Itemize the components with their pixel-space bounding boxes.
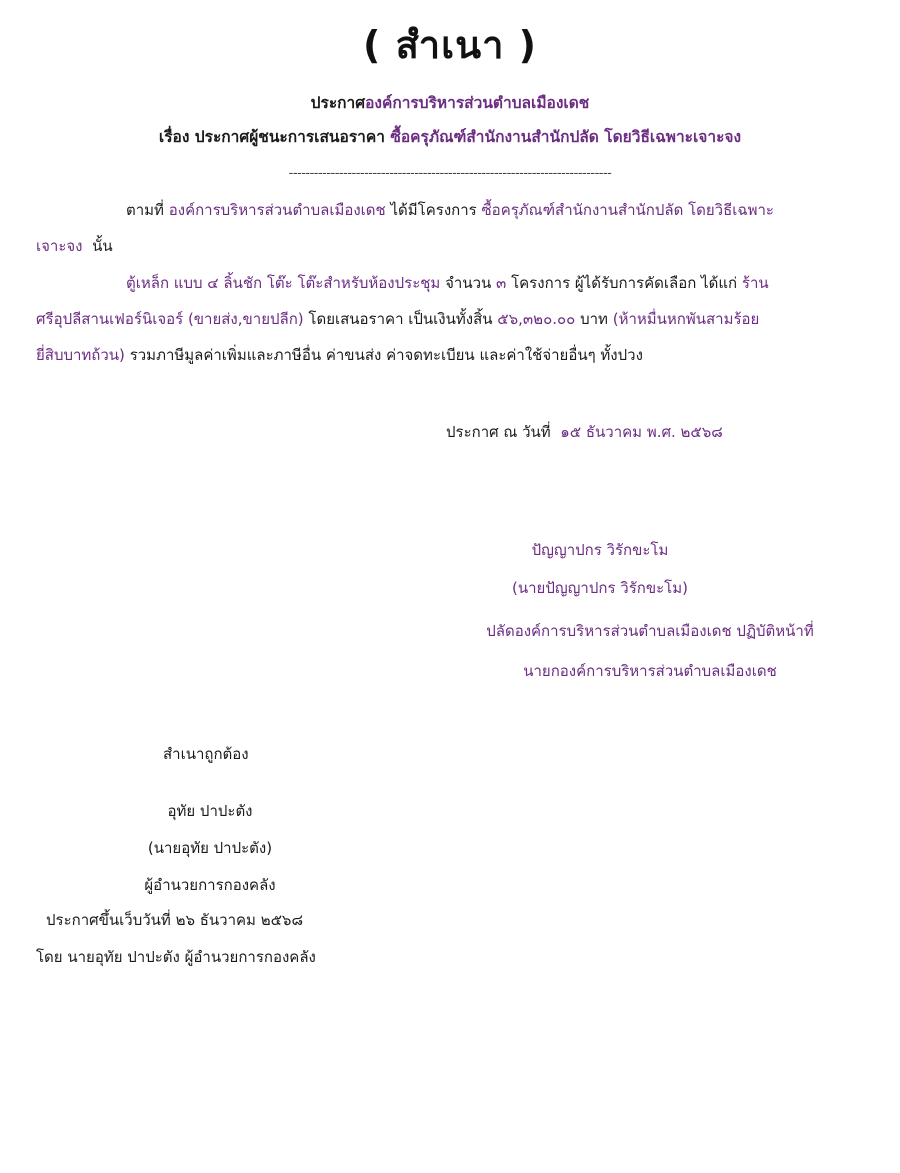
signatory-position-acting: นายกองค์การบริหารส่วนตำบลเมืองเดช <box>523 662 777 680</box>
paragraph2-offer-text: โดยเสนอราคา เป็นเงินทั้งสิ้น <box>308 310 493 328</box>
signatory-name: (นายปัญญาปกร วิรักขะโม) <box>512 579 688 597</box>
paragraph2-line3 <box>36 337 643 373</box>
paragraph1-intro: ตามที่ <box>126 201 164 219</box>
certifier-name: (นายอุทัย ปาปะตัง) <box>147 839 273 857</box>
subject-heading <box>0 124 900 149</box>
issuer-name: องค์การบริหารส่วนตำบลเมืองเดช <box>365 94 590 112</box>
signatory-position: ปลัดองค์การบริหารส่วนตำบลเมืองเดช ปฏิบัติหน้าที่ <box>486 622 814 640</box>
paragraph2-closing: รวมภาษีมูลค่าเพิ่มและภาษีอื่น ค่าขนส่ง ค่าจดทะเบียน และค่าใช้จ่ายอื่นๆ ทั้งปวง <box>129 346 643 364</box>
issuer-heading <box>0 90 900 115</box>
paragraph1-project-cont: เจาะจง <box>36 237 83 255</box>
paragraph1-line2 <box>36 228 113 264</box>
paragraph1-text: ได้มีโครงการ <box>390 201 477 219</box>
paragraph2-currency: บาท <box>580 310 608 328</box>
announce-date: ๑๕ ธันวาคม พ.ศ. ๒๕๖๘ <box>560 423 723 441</box>
web-posted-date: ประกาศขึ้นเว็บวันที่ ๒๖ ธันวาคม ๒๕๖๘ <box>46 911 304 929</box>
paragraph2-count: ๓ <box>496 274 507 292</box>
posted-by: โดย นายอุทัย ปาปะตัง ผู้อำนวยการกองคลัง <box>36 948 316 966</box>
signatory-signature: ปัญญาปกร วิรักขะโม <box>531 541 669 559</box>
paragraph2-amount-words-cont: ยี่สิบบาทถ้วน) <box>36 346 125 364</box>
certifier-position: ผู้อำนวยการกองคลัง <box>144 876 276 894</box>
paragraph2-count-label: จำนวน <box>445 274 492 292</box>
paragraph1-project: ซื้อครุภัณฑ์สำนักงานสำนักปลัด โดยวิธีเฉพาะ <box>481 201 774 219</box>
subject-prefix: เรื่อง ประกาศผู้ชนะการเสนอราคา <box>158 128 385 146</box>
certified-copy-label: สำเนาถูกต้อง <box>163 745 249 763</box>
header-divider: ----------------------------------------------------------------------------- <box>288 166 612 181</box>
paragraph2-amount: ๕๖,๓๒๐.๐๐ <box>497 310 576 328</box>
paragraph2-item: ตู้เหล็ก แบบ ๔ ลิ้นชัก โต๊ะ โต๊ะสำหรับห้องประชุม <box>126 274 441 292</box>
paragraph2-amount-words: (ห้าหมื่นหกพันสามร้อย <box>612 310 760 328</box>
paragraph1-line1 <box>126 192 774 228</box>
paragraph2-line2 <box>36 301 759 337</box>
subject-text: ซื้อครุภัณฑ์สำนักงานสำนักปลัด โดยวิธีเฉพาะเจาะจง <box>390 128 742 146</box>
issuer-prefix: ประกาศ <box>310 94 366 112</box>
announce-date-label: ประกาศ ณ วันที่ <box>446 423 551 441</box>
certifier-signature: อุทัย ปาปะตัง <box>167 802 253 820</box>
paragraph2-line1 <box>126 265 769 301</box>
paragraph1-tail: นั้น <box>92 237 113 255</box>
announce-date-line <box>446 414 723 450</box>
paragraph2-vendor: ศรีอุปลีสานเฟอร์นิเจอร์ (ขายส่ง,ขายปลีก) <box>36 310 304 328</box>
paragraph1-org: องค์การบริหารส่วนตำบลเมืองเดช <box>168 201 386 219</box>
paragraph2-count-unit: โครงการ ผู้ได้รับการคัดเลือก ได้แก่ <box>511 274 738 292</box>
copy-label: ( สำเนา ) <box>362 23 538 67</box>
paragraph2-vendor-prefix: ร้าน <box>741 274 769 292</box>
